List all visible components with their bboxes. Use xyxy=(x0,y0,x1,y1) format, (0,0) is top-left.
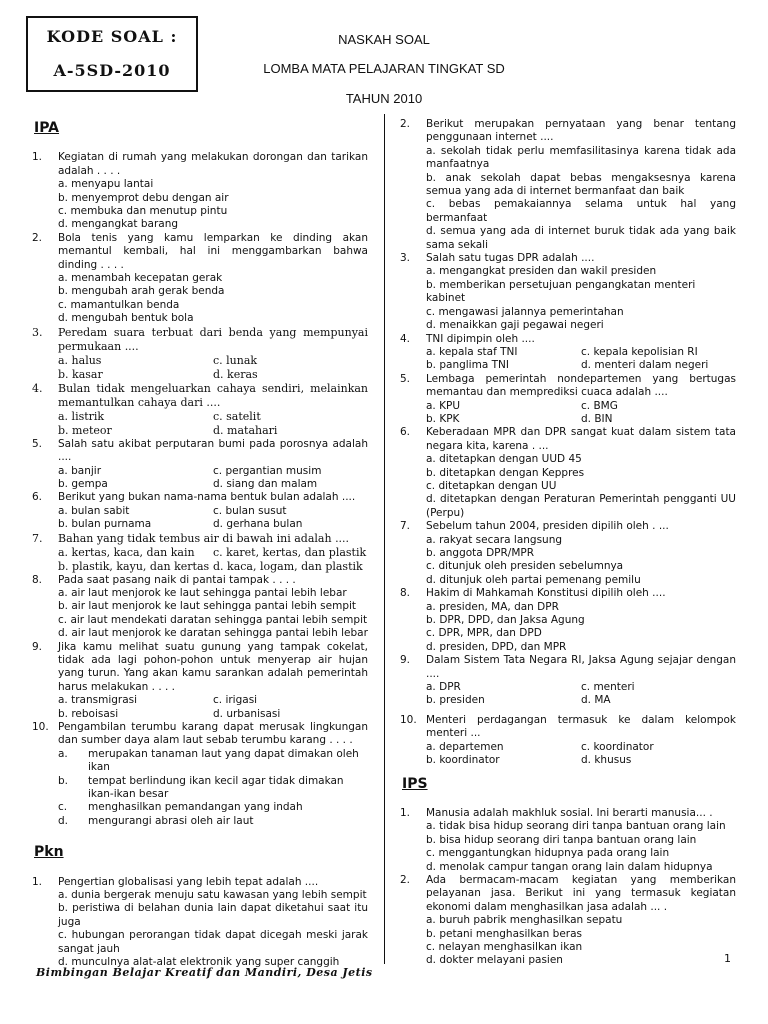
answer-option: c. koordinator xyxy=(581,740,654,753)
answer-option-key: c. xyxy=(58,801,68,814)
answer-option-row xyxy=(32,505,368,518)
answer-option: c. ditetapkan dengan UU xyxy=(426,479,557,492)
question xyxy=(400,333,736,346)
question-text: Pengambilan terumbu karang dapat merusak lingkungan dan sumber daya alam laut sebab terumbu karang . . . . xyxy=(58,721,368,747)
question xyxy=(32,382,368,410)
answer-option-row xyxy=(400,681,736,694)
answer-option-key: a. xyxy=(58,747,68,760)
answer-option: c. nelayan menghasilkan ikan xyxy=(426,940,583,953)
answer-option: a. listrik xyxy=(58,409,105,423)
answer-option: b. DPR, DPD, dan Jaksa Agung xyxy=(426,614,585,627)
question xyxy=(400,252,736,265)
answer-option-text: tempat berlindung ikan kecil agar tidak dimakan ikan-ikan besar xyxy=(88,774,344,801)
answer-option: b. memberikan persetujuan pengangkatan menteri kabinet xyxy=(426,278,696,305)
question-text: Bola tenis yang kamu lemparkan ke dinding akan memantul kembali, hal ini menggambarkan bahwa dinding . . . . xyxy=(58,231,368,271)
answer-option: c. mengawasi jalannya pemerintahan xyxy=(426,305,624,318)
answer-option: a. halus xyxy=(58,353,102,367)
answer-option: d. presiden, DPD, dan MPR xyxy=(426,640,567,653)
doc-title: NASKAH SOAL xyxy=(338,32,430,47)
question-number: 7. xyxy=(400,520,411,533)
answer-option-row xyxy=(400,754,736,767)
answer-option: a. transmigrasi xyxy=(58,694,138,707)
answer-option: d. ditunjuk oleh partai pemenang pemilu xyxy=(426,573,641,586)
answer-option xyxy=(32,815,368,828)
answer-option: c. hubungan perorangan tidak dapat dicegah meski jarak sangat jauh xyxy=(58,929,368,955)
question-text: Pada saat pasang naik di pantai tampak . . . . xyxy=(58,573,296,586)
answer-option: b. peristiwa di belahan dunia lain dapat diketahui saat itu juga xyxy=(58,902,368,928)
answer-option: d. kaca, logam, dan plastik xyxy=(213,559,363,573)
question xyxy=(32,574,368,587)
right-column xyxy=(400,118,736,968)
question-text: Bahan yang tidak tembus air di bawah ini adalah .... xyxy=(58,531,350,545)
answer-option: d. menteri dalam negeri xyxy=(581,359,709,372)
answer-option: b. gempa xyxy=(58,477,108,490)
answer-option: a. dunia bergerak menuju satu kawasan yang lebih sempit xyxy=(58,889,367,902)
answer-option: a. air laut menjorok ke laut sehingga pantai lebih lebar xyxy=(58,586,347,599)
answer-option: c. menteri xyxy=(581,681,635,694)
answer-option: d. munculnya alat-alat elektronik yang super canggih xyxy=(58,956,340,969)
answer-option-row xyxy=(400,359,736,372)
question-number: 6. xyxy=(400,426,411,439)
answer-option-key: b. xyxy=(58,774,69,787)
answer-option: d. ditetapkan dengan Peraturan Pemerintah pengganti UU (Perpu) xyxy=(426,493,736,519)
answer-option: d. air laut menjorok ke daratan sehingga pantai lebih lebar xyxy=(58,627,368,640)
answer-option: d. MA xyxy=(581,694,611,707)
footer-text: Bimbingan Belajar Kreatif dan Mandiri, Desa Jetis xyxy=(36,966,373,979)
question xyxy=(32,438,368,465)
answer-option: c. bebas pemakaiannya selama untuk hal yang bermanfaat xyxy=(426,198,736,224)
question-text: Manusia adalah makhluk sosial. Ini berarti manusia... . xyxy=(426,806,713,819)
answer-option-row xyxy=(32,368,368,382)
answer-option: a. departemen xyxy=(426,740,504,753)
question-number: 7. xyxy=(32,531,43,545)
answer-option-key: d. xyxy=(58,814,69,827)
question-text: Pengertian globalisasi yang lebih tepat adalah .... xyxy=(58,875,319,888)
answer-option-row xyxy=(32,560,368,574)
answer-option: c. satelit xyxy=(213,409,261,423)
answer-option-text: merupakan tanaman laut yang dapat dimakan oleh ikan xyxy=(88,747,359,774)
question-text: Berikut merupakan pernyataan yang benar tentang penggunaan internet .... xyxy=(426,118,736,144)
answer-option: a. rakyat secara langsung xyxy=(426,533,563,546)
answer-option: c. irigasi xyxy=(213,694,258,707)
answer-option: b. anak sekolah dapat bebas mengaksesnya karena semua yang ada di internet bermanfaat dan baik xyxy=(426,171,736,198)
answer-option: d. keras xyxy=(213,367,258,381)
answer-option-row xyxy=(32,708,368,721)
question-text: Berikut yang bukan nama-nama bentuk bulan adalah .... xyxy=(58,491,356,504)
answer-option-row xyxy=(400,413,736,426)
question-number: 1. xyxy=(32,875,43,888)
question-number: 5. xyxy=(400,372,411,385)
answer-option: d. menaikkan gaji pegawai negeri xyxy=(426,319,604,332)
question-number: 10. xyxy=(32,721,49,733)
answer-option: b. petani menghasilkan beras xyxy=(426,927,582,940)
question-text: Jika kamu melihat suatu gunung yang tampak cokelat, tidak ada lagi pohon-pohon untuk menyerap air hujan yang turun. Yang akan kamu sarankan adalah pemerintah harus melakukan . . . . xyxy=(58,640,368,693)
answer-option: d. mengubah bentuk bola xyxy=(58,312,194,325)
question xyxy=(400,118,736,145)
answer-option: d. khusus xyxy=(581,754,632,767)
question-number: 2. xyxy=(400,118,411,130)
answer-option: d. urbanisasi xyxy=(213,707,281,720)
answer-option-row xyxy=(32,410,368,424)
question xyxy=(400,373,736,400)
answer-option: c. kepala kepolisian RI xyxy=(581,345,698,358)
question xyxy=(32,491,368,504)
answer-option: d. gerhana bulan xyxy=(213,518,303,531)
doc-subtitle: LOMBA MATA PELAJARAN TINGKAT SD xyxy=(263,61,505,76)
answer-option: a. kepala staf TNI xyxy=(426,345,518,358)
question-text: Dalam Sistem Tata Negara RI, Jaksa Agung sejajar dengan .... xyxy=(426,654,736,680)
question-text: Bulan tidak mengeluarkan cahaya sendiri, melainkan memantulkan cahaya dari .... xyxy=(58,381,368,409)
answer-option: d. BIN xyxy=(581,412,613,425)
answer-option: b. reboisasi xyxy=(58,707,119,720)
answer-option: b. bisa hidup seorang diri tanpa bantuan orang lain xyxy=(426,833,697,846)
answer-option: d. matahari xyxy=(213,423,278,437)
answer-option: c. lunak xyxy=(213,353,258,367)
answer-option: a. mengangkat presiden dan wakil presiden xyxy=(426,265,657,278)
answer-option: d. siang dan malam xyxy=(213,477,318,490)
answer-option: c. DPR, MPR, dan DPD xyxy=(426,627,542,640)
question-text: TNI dipimpin oleh .... xyxy=(426,332,535,345)
section-title-ips: IPS xyxy=(402,775,428,792)
answer-option: c. bulan susut xyxy=(213,504,287,517)
question-number: 5. xyxy=(32,437,43,450)
answer-option xyxy=(32,748,368,775)
answer-option: b. ditetapkan dengan Keppres xyxy=(426,466,585,479)
answer-option-text: menghasilkan pemandangan yang indah xyxy=(88,801,303,814)
question xyxy=(400,714,736,741)
answer-option: b. mengubah arah gerak benda xyxy=(58,285,225,298)
kode-soal-value: A-5SD-2010 xyxy=(53,61,171,80)
answer-option: c. BMG xyxy=(581,399,618,412)
answer-option-row xyxy=(32,694,368,707)
question-text: Keberadaan MPR dan DPR sangat kuat dalam sistem tata negara kita, karena . ... xyxy=(426,426,736,452)
question-text: Ada bermacam-macam kegiatan yang memberikan pelayanan jasa. Berikut ini yang termasuk kegiatan ekonomi dalam menghasilkan jasa adalah ... . xyxy=(426,873,736,913)
page-number: 1 xyxy=(724,952,731,965)
answer-option: a. sekolah tidak perlu memfasilitasinya karena tidak ada manfaatnya xyxy=(426,144,736,171)
question-text: Menteri perdagangan termasuk ke dalam kelompok menteri ... xyxy=(426,713,736,740)
question-number: 1. xyxy=(32,151,43,164)
answer-option: b. menyemprot debu dengan air xyxy=(58,191,229,204)
answer-option: c. ditunjuk oleh presiden sebelumnya xyxy=(426,560,624,573)
answer-option: c. mamantulkan benda xyxy=(58,298,180,311)
question xyxy=(400,520,736,533)
question xyxy=(32,151,368,178)
column-divider xyxy=(384,114,385,964)
answer-option-row xyxy=(32,424,368,438)
question xyxy=(400,654,736,681)
answer-option: b. presiden xyxy=(426,694,485,707)
answer-option: a. bulan sabit xyxy=(58,504,130,517)
question-text: Lembaga pemerintah nondepartemen yang bertugas memantau dan memprediksi cuaca adalah .... xyxy=(426,372,736,399)
question-text: Peredam suara terbuat dari benda yang mempunyai permukaan .... xyxy=(58,325,368,353)
answer-option: a. menambah kecepatan gerak xyxy=(58,272,223,285)
question-number: 2. xyxy=(32,231,43,244)
answer-option-row xyxy=(400,741,736,754)
question-text: Salah satu akibat perputaran bumi pada porosnya adalah .... xyxy=(58,437,368,464)
answer-option-text: mengurangi abrasi oleh air laut xyxy=(88,814,254,827)
question xyxy=(400,426,736,453)
answer-option: d. semua yang ada di internet buruk tidak ada yang baik sama sekali xyxy=(426,225,736,251)
question xyxy=(400,807,736,820)
answer-option: c. air laut mendekati daratan sehingga pantai lebih sempit xyxy=(58,613,368,626)
question xyxy=(400,587,736,600)
answer-option: a. tidak bisa hidup seorang diri tanpa bantuan orang lain xyxy=(426,820,726,833)
question-number: 2. xyxy=(400,873,411,886)
answer-option: b. kasar xyxy=(58,367,103,381)
answer-option: b. panglima TNI xyxy=(426,359,509,372)
answer-option: b. plastik, kayu, dan kertas xyxy=(58,559,210,573)
question-text: Hakim di Mahkamah Konstitusi dipilih oleh .... xyxy=(426,587,666,600)
answer-option-row xyxy=(400,346,736,359)
answer-option: a. menyapu lantai xyxy=(58,178,154,191)
question-text: Sebelum tahun 2004, presiden dipilih oleh . ... xyxy=(426,520,669,533)
question-number: 9. xyxy=(32,640,43,653)
section-title-ipa: IPA xyxy=(34,120,60,136)
question xyxy=(32,232,368,272)
answer-option: a. presiden, MA, dan DPR xyxy=(426,600,559,613)
question-number: 3. xyxy=(400,252,411,265)
question xyxy=(32,721,368,748)
question xyxy=(32,876,368,889)
answer-option: a. DPR xyxy=(426,681,461,694)
answer-option-row xyxy=(32,518,368,531)
question xyxy=(400,874,736,914)
answer-option: c. karet, kertas, dan plastik xyxy=(213,545,367,559)
answer-option: b. KPK xyxy=(426,412,460,425)
answer-option-row xyxy=(32,546,368,560)
answer-option: d. mengangkat barang xyxy=(58,218,179,231)
question-number: 10. xyxy=(400,713,417,726)
answer-option: a. buruh pabrik menghasilkan sepatu xyxy=(426,914,623,927)
question-text: Kegiatan di rumah yang melakukan dorongan dan tarikan adalah . . . . xyxy=(58,151,368,177)
answer-option: d. menolak campur tangan orang lain dalam hidupnya xyxy=(426,860,713,873)
answer-option: b. koordinator xyxy=(426,754,500,767)
answer-option xyxy=(32,801,368,814)
question-number: 8. xyxy=(400,587,411,600)
answer-option: b. bulan purnama xyxy=(58,518,152,531)
question xyxy=(32,532,368,546)
answer-option: d. dokter melayani pasien xyxy=(426,954,563,967)
answer-option: a. KPU xyxy=(426,399,461,412)
answer-option: b. anggota DPR/MPR xyxy=(426,547,535,559)
question-number: 9. xyxy=(400,654,411,667)
answer-option: b. air laut menjorok ke laut sehingga pantai lebih sempit xyxy=(58,600,357,613)
question-number: 6. xyxy=(32,491,43,504)
answer-option-row xyxy=(32,465,368,478)
kode-soal-box xyxy=(26,16,198,92)
question-text: Salah satu tugas DPR adalah .... xyxy=(426,252,595,265)
answer-option: c. menggantungkan hidupnya pada orang lain xyxy=(426,847,670,860)
answer-option: c. membuka dan menutup pintu xyxy=(58,205,228,218)
left-column xyxy=(32,118,368,970)
answer-option: c. pergantian musim xyxy=(213,464,322,477)
question-number: 3. xyxy=(32,325,43,339)
question xyxy=(32,326,368,354)
answer-option-row xyxy=(400,694,736,707)
question-number: 4. xyxy=(32,381,43,395)
answer-option: b. meteor xyxy=(58,423,112,437)
answer-option: a. kertas, kaca, dan kain xyxy=(58,545,195,559)
question-number: 1. xyxy=(400,806,411,819)
question-number: 8. xyxy=(32,573,43,586)
kode-soal-label: KODE SOAL : xyxy=(46,27,178,46)
answer-option: a. ditetapkan dengan UUD 45 xyxy=(426,453,582,466)
question-number: 4. xyxy=(400,332,411,345)
answer-option-row xyxy=(32,354,368,368)
doc-year: TAHUN 2010 xyxy=(345,91,423,106)
answer-option-row xyxy=(32,478,368,491)
answer-option-row xyxy=(400,400,736,413)
answer-option xyxy=(32,775,368,802)
answer-option: a. banjir xyxy=(58,464,102,477)
question xyxy=(32,641,368,695)
section-title-pkn: Pkn xyxy=(34,844,64,861)
